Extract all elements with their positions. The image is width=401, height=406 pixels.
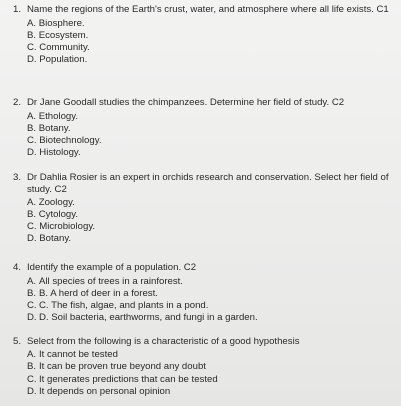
option-d: [27, 312, 393, 324]
option-text: B. A herd of deer in a forest.: [39, 287, 158, 299]
option-a: A. Ethology.: [27, 110, 79, 122]
option-text: It depends on personal opinion: [39, 386, 171, 398]
question-1: [13, 4, 393, 66]
option-letter: D.: [27, 311, 37, 323]
option-b: B. Botany.: [27, 122, 71, 134]
option-b: B. Ecosystem.: [27, 29, 89, 41]
option-list: [27, 276, 393, 324]
question-number: 5.: [13, 336, 22, 347]
option-c: [27, 300, 393, 312]
question-4: [13, 262, 393, 324]
question-3: [13, 172, 393, 246]
question-number: 4.: [13, 262, 22, 273]
option-d: D. Population.: [27, 53, 88, 65]
option-letter: B.: [27, 361, 37, 373]
option-letter: C.: [27, 299, 37, 311]
option-a: A. Zoology.: [27, 197, 75, 209]
option-letter: C.: [27, 373, 37, 385]
question-text: Dr Jane Goodall studies the chimpanzees. Determine her field of study. C2: [27, 97, 345, 108]
question-number: 1.: [13, 4, 22, 15]
option-text: All species of trees in a rainforest.: [39, 275, 183, 287]
option-letter: D.: [27, 386, 37, 398]
option-text: It can be proven true beyond any doubt: [39, 361, 206, 373]
option-b: B. Cytology.: [27, 209, 79, 221]
option-list: [27, 111, 393, 159]
question-text: Identify the example of a population. C2: [27, 262, 197, 273]
option-c: [27, 374, 393, 387]
option-b: [27, 288, 393, 300]
option-text: D. Soil bacteria, earthworms, and fungi in a garden.: [39, 311, 258, 323]
question-text: Select from the following is a characteristic of a good hypothesis: [27, 336, 300, 347]
option-text: It cannot be tested: [39, 348, 118, 360]
option-text: C. The fish, algae, and plants in a pond.: [39, 299, 209, 311]
option-a: [27, 276, 393, 288]
option-list: [27, 197, 393, 245]
option-a: [27, 349, 393, 362]
question-text: Dr Dahlia Rosier is an expert in orchids research and conservation. Select her field of study. C2: [27, 172, 389, 195]
option-letter: B.: [27, 287, 37, 299]
option-list: [27, 18, 393, 66]
option-c: C. Biotechnology.: [27, 134, 102, 146]
question-3-stem: [13, 172, 393, 195]
question-2-stem: [13, 97, 393, 109]
option-letter: A.: [27, 275, 37, 287]
question-2: [13, 97, 393, 159]
question-text: Name the regions of the Earth's crust, water, and atmosphere where all life exists. C1: [27, 4, 389, 15]
option-d: D. Botany.: [27, 233, 72, 245]
option-d: D. Histology.: [27, 146, 81, 158]
question-5: [13, 336, 393, 399]
option-c: C. Microbiology.: [27, 221, 96, 233]
option-list: [27, 349, 393, 399]
option-letter: A.: [27, 348, 37, 360]
option-text: It generates predictions that can be tested: [39, 373, 218, 385]
question-5-stem: [13, 336, 393, 348]
question-number: 2.: [13, 97, 22, 108]
option-a: A. Biosphere.: [27, 17, 85, 29]
option-d: [27, 386, 393, 399]
question-4-stem: [13, 262, 393, 274]
question-1-stem: [13, 4, 393, 16]
option-c: C. Community.: [27, 41, 90, 53]
question-number: 3.: [13, 172, 22, 183]
option-b: [27, 361, 393, 374]
